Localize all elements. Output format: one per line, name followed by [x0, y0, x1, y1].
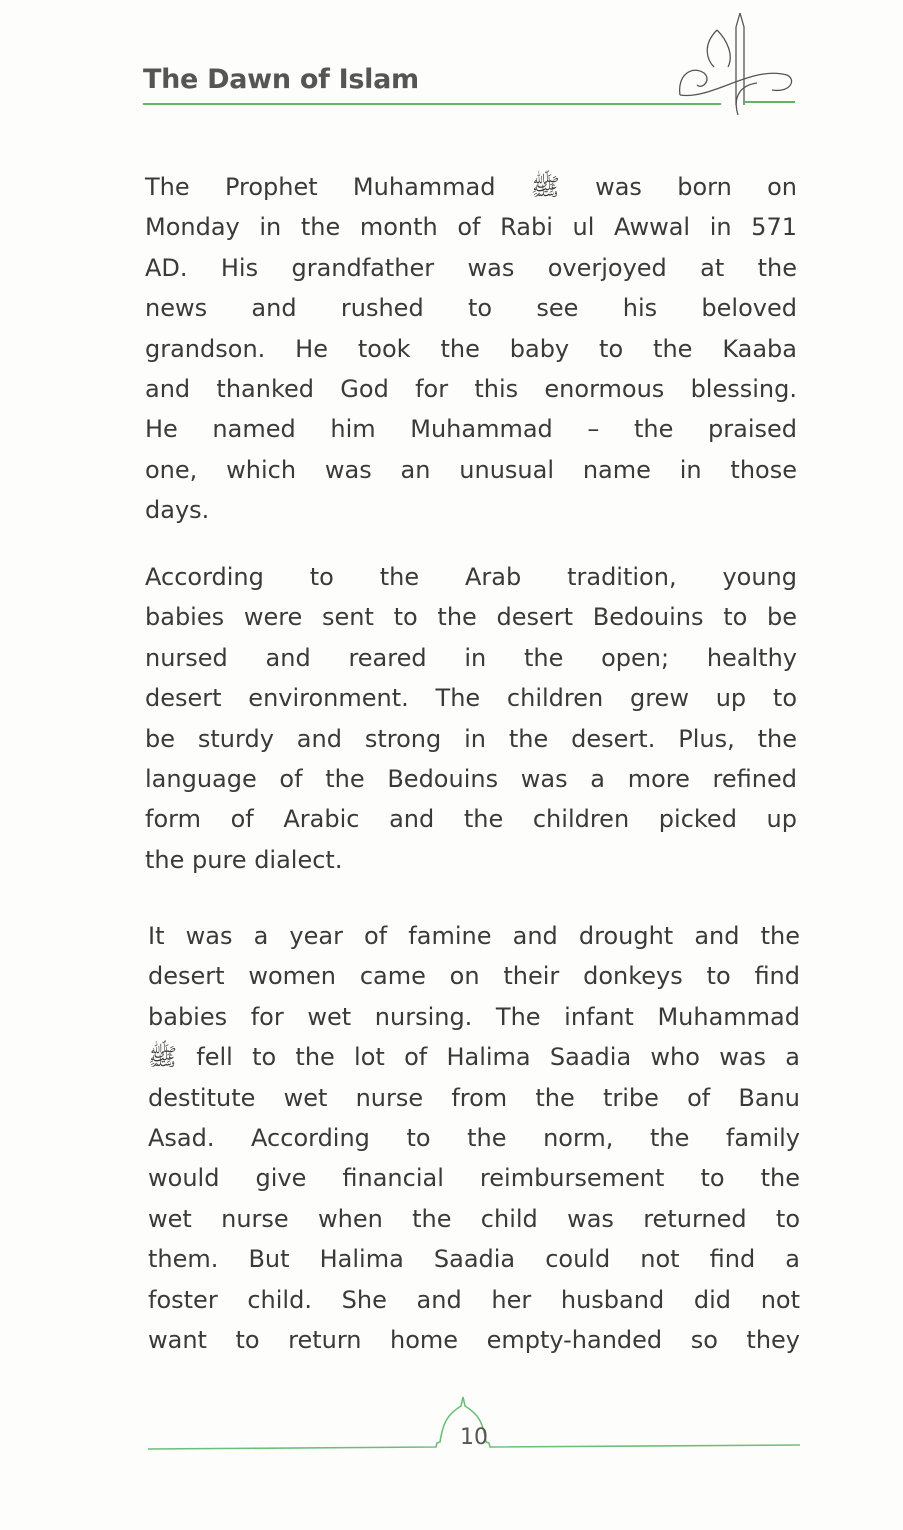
text-line: desert environment. The children grew up to: [145, 684, 797, 713]
text-line: The Prophet Muhammad ﷺ was born on: [145, 173, 797, 201]
text-line: destitute wet nurse from the tribe of Banu: [148, 1083, 800, 1112]
paragraph-1: [145, 167, 797, 531]
paragraph-3: [148, 916, 800, 1360]
paragraph-2: [145, 557, 797, 880]
text-line: be sturdy and strong in the desert. Plus, the: [145, 724, 797, 753]
text-line: babies for wet nursing. The infant Muhammad: [148, 1002, 800, 1031]
text-line: want to return home empty-handed so they: [148, 1325, 800, 1354]
text-line: foster child. She and her husband did not: [148, 1285, 800, 1314]
text-line: It was a year of famine and drought and the: [148, 922, 800, 950]
text-line: news and rushed to see his beloved: [145, 294, 797, 323]
text-line: desert women came on their donkeys to find: [148, 962, 800, 991]
text-line: days.: [145, 496, 210, 525]
text-line: and thanked God for this enormous blessing.: [145, 374, 797, 403]
text-line: AD. His grandfather was overjoyed at the: [145, 253, 797, 282]
text-line: the pure dialect.: [145, 845, 343, 874]
text-line: babies were sent to the desert Bedouins to be: [145, 603, 797, 632]
text-line: nursed and reared in the open; healthy: [145, 643, 797, 672]
text-line: one, which was an unusual name in those: [145, 455, 797, 484]
page-number: 10: [460, 1425, 488, 1450]
text-line: grandson. He took the baby to the Kaaba: [145, 334, 797, 363]
text-line: He named him Muhammad – the praised: [145, 415, 797, 444]
text-line: Monday in the month of Rabi ul Awwal in 571: [145, 213, 797, 242]
header-rule: [143, 103, 721, 105]
text-line: them. But Halima Saadia could not find a: [148, 1245, 800, 1274]
text-line: would give financial reimbursement to the: [148, 1164, 800, 1193]
text-line: According to the Arab tradition, young: [145, 563, 797, 591]
text-line: ﷺ fell to the lot of Halima Saadia who was a: [148, 1043, 800, 1072]
text-line: form of Arabic and the children picked up: [145, 805, 797, 834]
text-line: wet nurse when the child was returned to: [148, 1204, 800, 1233]
running-header-title: The Dawn of Islam: [143, 64, 419, 95]
mosque-ornament-icon: [672, 5, 802, 120]
text-line: language of the Bedouins was a more refined: [145, 764, 797, 793]
text-line: Asad. According to the norm, the family: [148, 1123, 800, 1152]
